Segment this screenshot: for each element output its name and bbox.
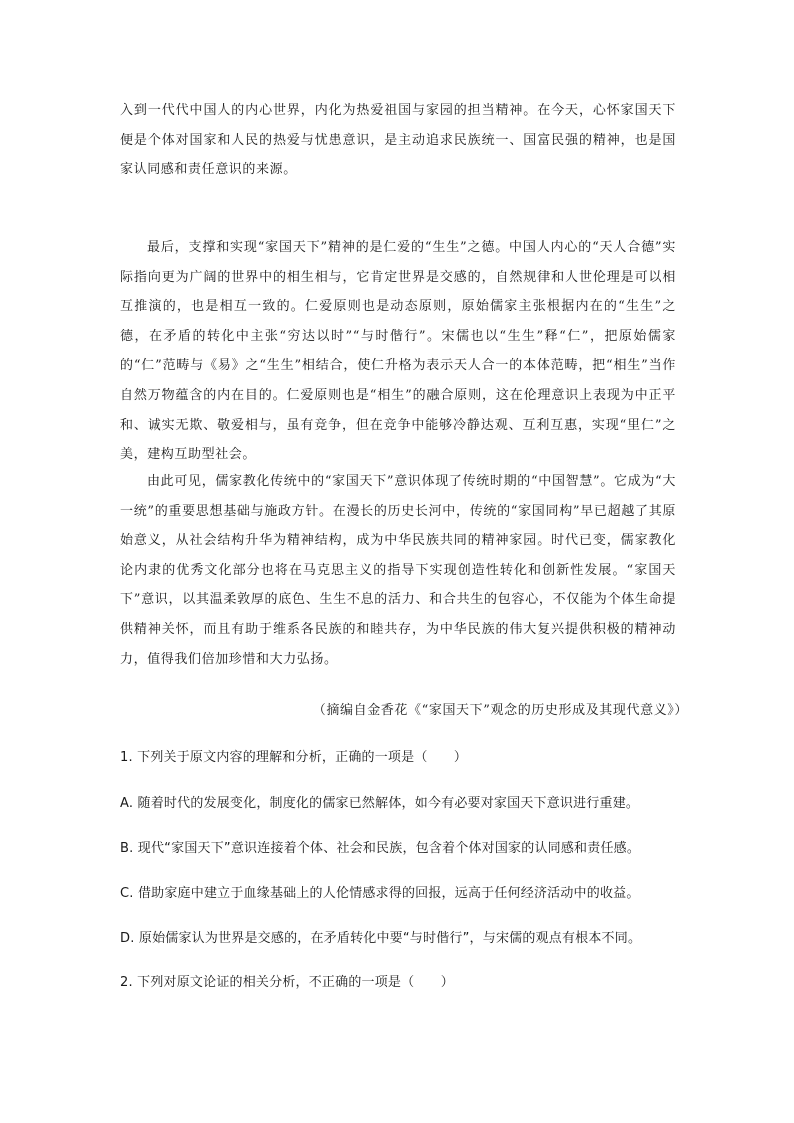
question-1-stem: 1. 下列关于原文内容的理解和分析，正确的一项是（ ） [120, 750, 468, 765]
passage-paragraph-3: 由此可见，儒家教化传统中的“家国天下”意识体现了传统时期的“中国智慧”。它成为“大一统”的重要思想基础与施政方针。在漫长的历史长河中，传统的“家国同构”早已超越了其原始意义，从社会结构升华为精神结构，成为中华民族共同的精神家园。时代已变，儒家教化论内隶的优秀文化部分也将在马克思主义的指导下实现创造性转化和创新性发展。“家国天下”意识，以其温柔敦厚的底色、生生不息的活力、和合共生的包容心，不仅能为个体生命提供精神关怀，而且有助于维系各民族的和睦共存，为中华民族的伟大复兴提供积极的精神动力，值得我们倍加珍惜和大力弘扬。 [120, 474, 676, 667]
passage-paragraph-2: 最后，支撑和实现“家国天下”精神的是仁爱的“生生”之德。中国人内心的“天人合德”实际指向更为广阔的世界中的相生相与，它肯定世界是交感的，自然规律和人世伦理是可以相互推演的，也是相互一致的。仁爱原则也是动态原则，原始儒家主张根据内在的“生生”之德，在矛盾的转化中主张“穷达以时”“与时偕行”。宋儒也以“生生”释“仁”，把原始儒家的“仁”范畴与《易》之“生生”相结合，使仁升格为表示天人合一的本体范畴，把“相生”当作自然万物蕴含的内在目的。仁爱原则也是“相生”的融合原则，这在伦理意识上表现为中正平和、诚实无欺、敬爱相与，虽有竞争，但在竞争中能够冷静达观、互利互惠，实现“里仁”之美，建构互助型社会。 [120, 240, 676, 463]
question-1-option-d[interactable]: D. 原始儒家认为世界是交感的，在矛盾转化中要“与时偕行”，与宋儒的观点有根本不同。 [120, 931, 642, 946]
question-1-option-c[interactable]: C. 借助家庭中建立于血缘基础上的人伦情感求得的回报，远高于任何经济活动中的收益。 [120, 886, 640, 901]
question-2-stem: 2. 下列对原文论证的相关分析，不正确的一项是（ ） [120, 975, 454, 990]
question-1-option-b[interactable]: B. 现代“家国天下”意识连接着个体、社会和民族，包含着个体对国家的认同感和责任感。 [120, 841, 641, 856]
question-1-option-a[interactable]: A. 随着时代的发展变化，制度化的儒家已然解体，如今有必要对家国天下意识进行重建。 [120, 796, 640, 811]
passage-paragraph-1: 入到一代代中国人的内心世界，内化为热爱祖国与家园的担当精神。在今天，心怀家国天下便是个体对国家和人民的热爱与忧患意识，是主动追求民族统一、国富民强的精神，也是国家认同感和责任意识的来源。 [120, 103, 676, 178]
passage-source-citation: （摘编自金香花《“家国天下”观念的历史形成及其现代意义》） [312, 703, 688, 718]
